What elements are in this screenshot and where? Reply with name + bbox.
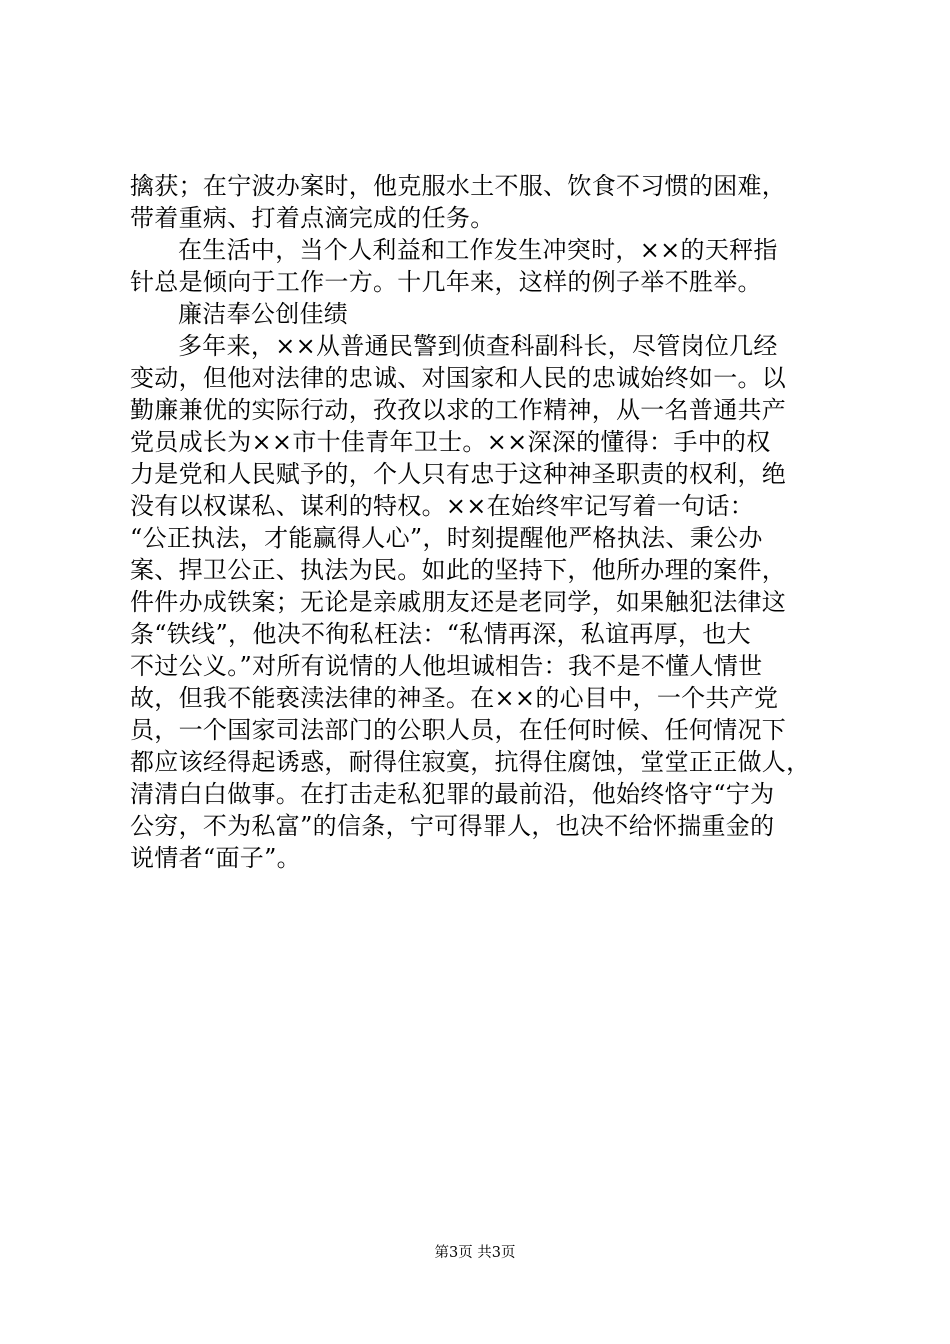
- text-line: 擒获；在宁波办案时，他克服水土不服、饮食不习惯的困难，: [130, 172, 787, 200]
- text-line: 不过公义。”对所有说情的人他坦诚相告：我不是不懂人情世: [130, 652, 763, 680]
- text-line: 带着重病、打着点滴完成的任务。: [130, 204, 495, 232]
- paragraph-start-line: 在生活中，当个人利益和工作发生冲突时，××的天秤指: [178, 236, 778, 264]
- text-line: 都应该经得起诱惑，耐得住寂寞，抗得住腐蚀，堂堂正正做人，: [130, 748, 811, 776]
- text-line: 件件办成铁案；无论是亲戚朋友还是老同学，如果触犯法律这: [130, 588, 787, 616]
- text-line: 清清白白做事。在打击走私犯罪的最前沿，他始终恪守“宁为: [130, 780, 775, 808]
- text-line: 案、捍卫公正、执法为民。如此的坚持下，他所办理的案件，: [130, 556, 787, 584]
- text-line: 没有以权谋私、谋利的特权。××在始终牢记写着一句话：: [130, 492, 755, 520]
- text-line: 说情者“面子”。: [130, 844, 301, 872]
- text-line: 变动，但他对法律的忠诚、对国家和人民的忠诚始终如一。以: [130, 364, 787, 392]
- text-line: 勤廉兼优的实际行动，孜孜以求的工作精神，从一名普通共产: [130, 396, 787, 424]
- section-heading: 廉洁奉公创佳绩: [178, 300, 349, 328]
- text-line: 条“铁线”，他决不徇私枉法：“私情再深，私谊再厚，也大: [130, 620, 751, 648]
- text-line: 力是党和人民赋予的，个人只有忠于这种神圣职责的权利，绝: [130, 460, 787, 488]
- text-line: 党员成长为××市十佳青年卫士。××深深的懂得：手中的权: [130, 428, 771, 456]
- page-number-footer: 第3页 共3页: [434, 1245, 516, 1261]
- paragraph-start-line: 多年来，××从普通民警到侦查科副科长，尽管岗位几经: [178, 332, 778, 360]
- text-line: 故，但我不能亵渎法律的神圣。在××的心目中，一个共产党: [130, 684, 779, 712]
- text-line: 针总是倾向于工作一方。十几年来，这样的例子举不胜举。: [130, 268, 762, 296]
- body-text: [130, 170, 830, 874]
- text-line: “公正执法，才能赢得人心”，时刻提醒他严格执法、秉公办: [130, 524, 763, 552]
- text-line: 公穷，不为私富”的信条，宁可得罪人，也决不给怀揣重金的: [130, 812, 775, 840]
- text-line: 员，一个国家司法部门的公职人员，在任何时候、任何情况下: [130, 716, 787, 744]
